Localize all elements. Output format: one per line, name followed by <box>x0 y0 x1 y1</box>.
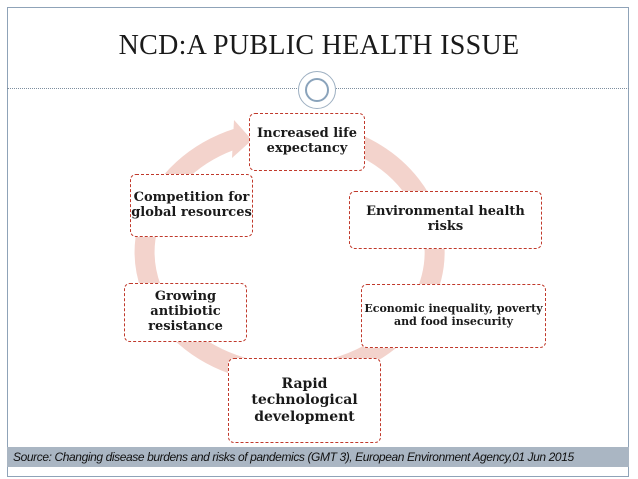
node-label: Environmental health risks <box>366 204 525 234</box>
cycle-node-competition-global-resources <box>130 174 253 237</box>
node-label: Competition for global resources <box>131 189 252 220</box>
slide-title: NCD:A PUBLIC HEALTH ISSUE <box>118 30 520 61</box>
cycle-node-rapid-technological-development <box>228 358 381 443</box>
cycle-node-environmental-health-risks <box>349 191 542 249</box>
node-label: Rapid technological development <box>251 376 358 425</box>
node-label: Growing antibiotic resistance <box>148 289 223 334</box>
cycle-node-growing-antibiotic-resistance <box>124 283 247 342</box>
node-label: Increased life expectancy <box>257 126 357 156</box>
node-label: Economic inequality, poverty and food insecurity <box>364 302 543 328</box>
cycle-node-economic-inequality <box>361 284 546 348</box>
cycle-node-increased-life-expectancy <box>249 113 365 171</box>
source-citation: Source: Changing disease burdens and risks of pandemics (GMT 3), European Environment Agency,01 Jun 2015 <box>7 447 629 467</box>
